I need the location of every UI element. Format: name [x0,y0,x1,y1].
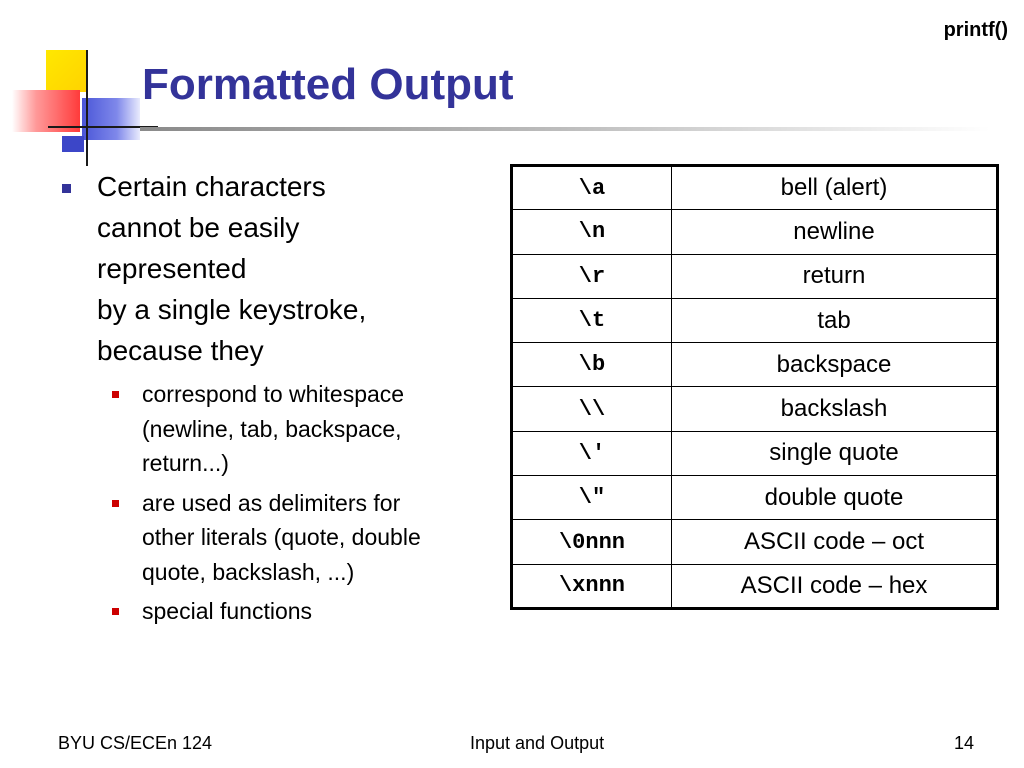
escape-description-cell: bell (alert) [672,166,998,210]
sub-bullet-line: return...) [142,450,229,476]
escape-description-cell: backslash [672,387,998,431]
sub-bullet [62,594,492,629]
decorative-blue-block [62,136,84,152]
main-bullet [62,166,492,371]
main-bullet-line: represented [97,253,247,284]
sub-bullet-line: (newline, tab, backspace, [142,415,402,442]
escape-description-cell: ASCII code – hex [672,564,998,608]
footer-topic-label: Input and Output [470,733,605,753]
escape-sequence-table [510,164,999,610]
table-row [512,343,998,387]
escape-code-cell: \n [512,210,672,254]
corner-topic-label: printf() [943,19,1008,41]
escape-code-cell: \0nnn [512,520,672,564]
table-row [512,387,998,431]
table-row [512,254,998,298]
escape-code-cell: \r [512,254,672,298]
main-bullet-line: Certain characters [97,171,326,202]
sub-bullet [62,377,492,481]
page-number: 14 [953,733,974,753]
escape-description-cell: single quote [672,431,998,475]
sub-bullet-line: special functions [142,598,313,624]
table-row [512,520,998,564]
escape-code-cell: \\ [512,387,672,431]
title-underline-rule [140,127,990,131]
table-row [512,564,998,608]
escape-code-cell: \a [512,166,672,210]
main-bullet-line: because they [97,335,264,366]
escape-code-cell: \" [512,476,672,520]
escape-description-cell: newline [672,210,998,254]
sub-bullet-line: are used as delimiters for [142,489,401,516]
sub-bullet [62,486,492,590]
slide-title: Formatted Output [142,60,514,109]
escape-description-cell: double quote [672,476,998,520]
square-bullet-icon [112,608,119,615]
sub-bullet-line: correspond to whitespace [142,381,405,407]
sub-bullet-line: other literals (quote, double [142,524,421,550]
escape-description-cell: ASCII code – oct [672,520,998,564]
sub-bullet-line: quote, backslash, ...) [142,558,355,585]
sub-bullet-list [62,377,492,629]
table-row [512,298,998,342]
decorative-yellow-square [46,50,88,92]
escape-code-cell: \' [512,431,672,475]
main-bullet-line: cannot be easily [97,212,300,243]
table-row [512,210,998,254]
main-bullet-line: by a single keystroke, [97,294,367,325]
square-bullet-icon [62,184,71,193]
table-row [512,431,998,475]
escape-code-cell: \t [512,298,672,342]
escape-description-cell: return [672,254,998,298]
table-row [512,166,998,210]
footer-course-label: BYU CS/ECEn 124 [58,733,213,753]
escape-description-cell: backspace [672,343,998,387]
table-row [512,476,998,520]
escape-code-cell: \b [512,343,672,387]
square-bullet-icon [112,500,119,507]
decorative-vertical-line [86,50,88,166]
escape-description-cell: tab [672,298,998,342]
square-bullet-icon [112,391,119,398]
bullet-list [62,166,492,634]
escape-code-cell: \xnnn [512,564,672,608]
decorative-blue-square [82,98,140,140]
